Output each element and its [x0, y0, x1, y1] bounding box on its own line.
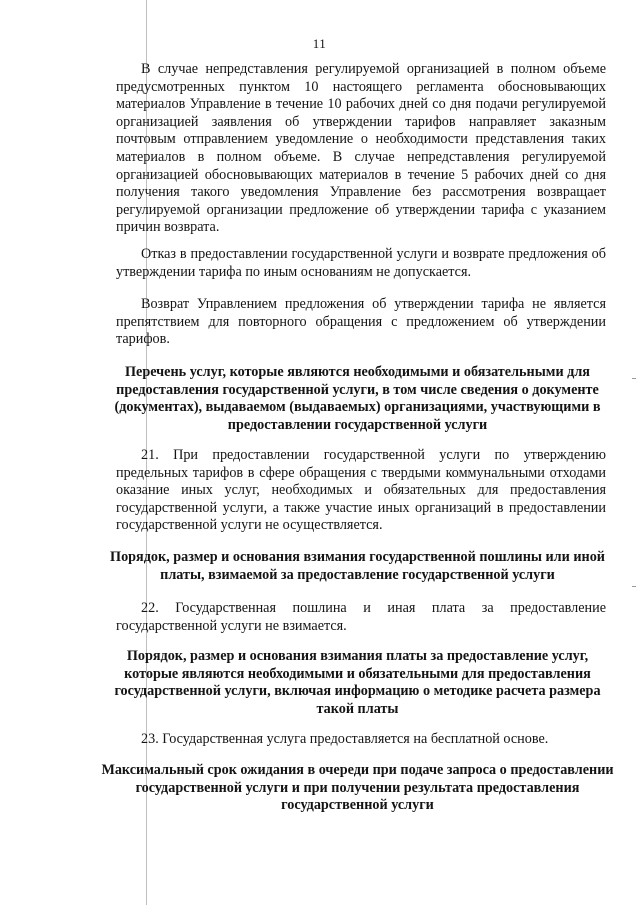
- paragraph-return-notice: В случае непредставления регулируемой организацией в полном объеме предусмотренных пунктом 10 настоящего регламента обосновывающих материалов Управление в течение 10 рабочих дней со дня подачи регулируемой организацией заявления об утверждении тарифов направляет заказным почтовым отправлением уведомление о необходимости представления таких материалов в полном объеме. В случае непредставления регулируемой организацией обосновывающих материалов в течение 5 рабочих дней со дня получения такого уведомления Управление без рассмотрения возвращает регулируемой организации предложение об утверждении тарифа с указанием причин возврата.: [116, 61, 606, 236]
- edge-mark: [632, 378, 636, 379]
- paragraph-22: 22. Государственная пошлина и иная плата за предоставление государственной услуги не взимается.: [116, 600, 606, 634]
- section-heading-payment-method: Порядок, размер и основания взимания платы за предоставление услуг, которые являются необходимыми и обязательными для предоставления государственной услуги, включая информацию о методике расчета размера такой платы: [114, 648, 601, 717]
- paragraph-refusal: Отказ в предоставлении государственной услуги и возврате предложения об утверждении тарифа по иным основаниям не допускается.: [116, 246, 606, 280]
- section-heading-state-fee: Порядок, размер и основания взимания государственной пошлины или иной платы, взимаемой за предоставление государственной услуги: [110, 549, 605, 583]
- paragraph-return-not-obstacle: Возврат Управлением предложения об утверждении тарифа не является препятствием для повторного обращения с предложением об утверждении тарифов.: [116, 296, 606, 348]
- paragraph-23: 23. Государственная услуга предоставляется на бесплатной основе.: [141, 731, 549, 747]
- paragraph-21: 21. При предоставлении государственной услуги по утверждению предельных тарифов в сфере обращения с твердыми коммунальными отходами оказание иных услуг, необходимых и обязательных для предоставления государственной услуги, а также участие иных организаций в предоставлении государственной услуги не осуществляется.: [116, 447, 606, 534]
- edge-mark: [632, 586, 636, 587]
- page-number: 11: [312, 36, 327, 51]
- section-heading-queue-time: Максимальный срок ожидания в очереди при подаче запроса о предоставлении государственной услуги и при получении результата предоставления государственной услуги: [101, 762, 614, 814]
- section-heading-required-services: Перечень услуг, которые являются необходимыми и обязательными для предоставления государственной услуги, в том числе сведения о документе (документах), выдаваемом (выдаваемых) организациями, участвующими в предоставлении государственной услуги: [114, 364, 601, 433]
